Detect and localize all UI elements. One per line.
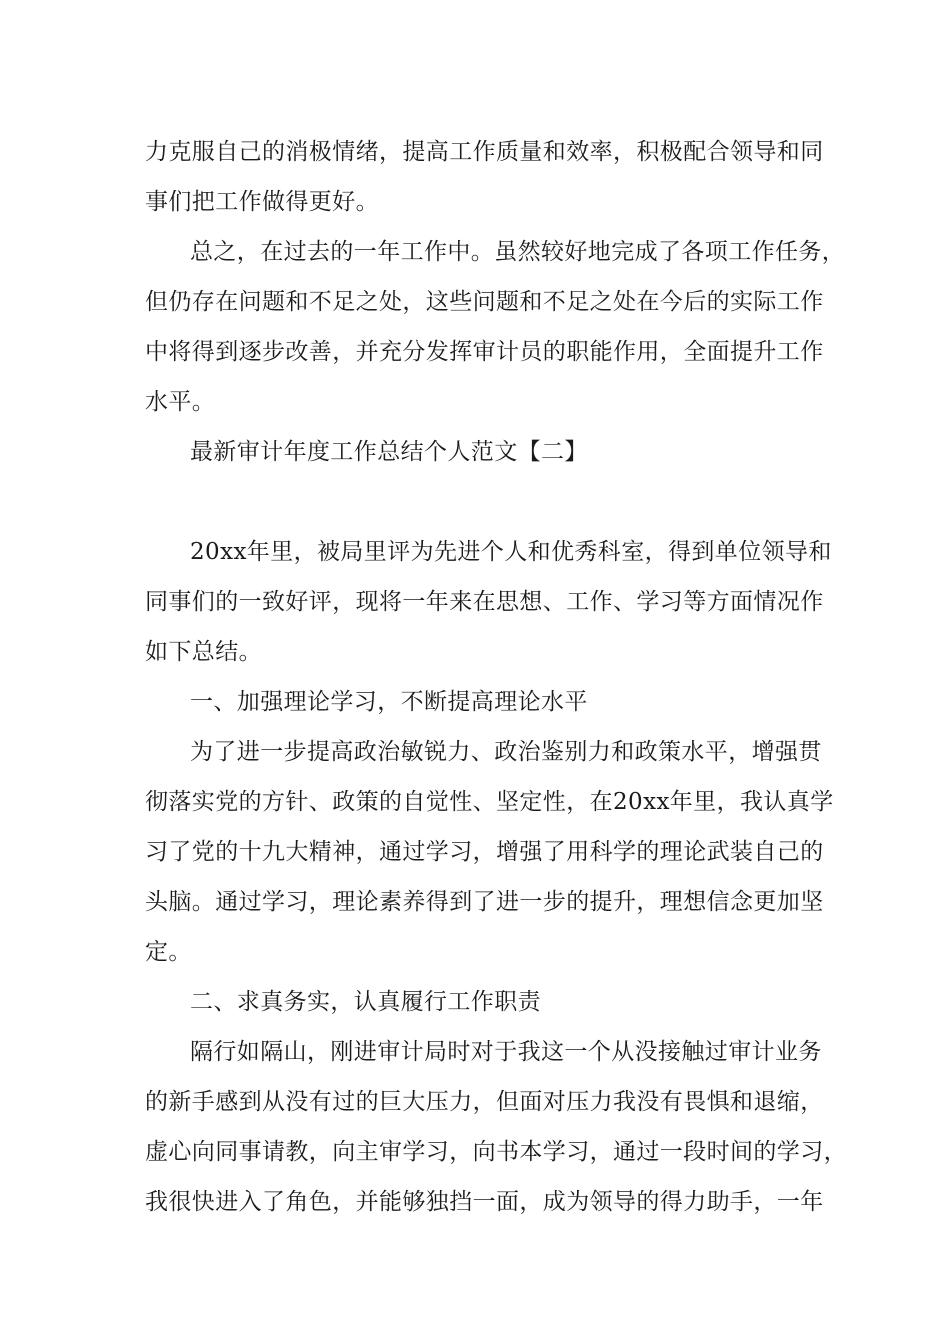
paragraph-start-line: 为了进一步提高政治敏锐力、政治鉴别力和政策水平，增强贯 [190, 739, 822, 765]
text-line: 如下总结。 [145, 639, 262, 665]
text-line: 同事们的一致好评，现将一年来在思想、工作、学习等方面情况作 [145, 589, 824, 615]
paragraph-start-line: 总之，在过去的一年工作中。虽然较好地完成了各项工作任务， [190, 239, 846, 265]
paragraph-start-line: 隔行如隔山，刚进审计局时对于我这一个从没接触过审计业务 [190, 1039, 822, 1065]
text-line: 水平。 [145, 389, 216, 415]
section-title: 最新审计年度工作总结个人范文【二】 [190, 439, 588, 465]
text-line: 力克服自己的消极情绪，提高工作质量和效率，积极配合领导和同 [145, 139, 824, 165]
text-line: 彻落实党的方针、政策的自觉性、坚定性，在20xx年里，我认真学 [145, 789, 834, 815]
paragraph-start-line: 20xx年里，被局里评为先进个人和优秀科室，得到单位领导和 [190, 539, 832, 565]
text-line: 头脑。通过学习，理论素养得到了进一步的提升，理想信念更加坚 [145, 889, 824, 915]
text-line: 我很快进入了角色，并能够独挡一面，成为领导的得力助手，一年 [145, 1189, 824, 1215]
text-line: 习了党的十九大精神，通过学习，增强了用科学的理论武装自己的 [145, 839, 824, 865]
section-heading: 二、求真务实，认真履行工作职责 [190, 989, 541, 1015]
text-line: 但仍存在问题和不足之处，这些问题和不足之处在今后的实际工作 [145, 289, 824, 315]
text-line: 中将得到逐步改善，并充分发挥审计员的职能作用，全面提升工作 [145, 339, 824, 365]
text-line: 定。 [145, 939, 192, 965]
section-heading: 一、加强理论学习，不断提高理论水平 [190, 689, 588, 715]
text-line: 的新手感到从没有过的巨大压力，但面对压力我没有畏惧和退缩， [145, 1089, 824, 1115]
text-line: 虚心向同事请教，向主审学习，向书本学习，通过一段时间的学习， [145, 1139, 847, 1165]
text-line: 事们把工作做得更好。 [145, 189, 379, 215]
